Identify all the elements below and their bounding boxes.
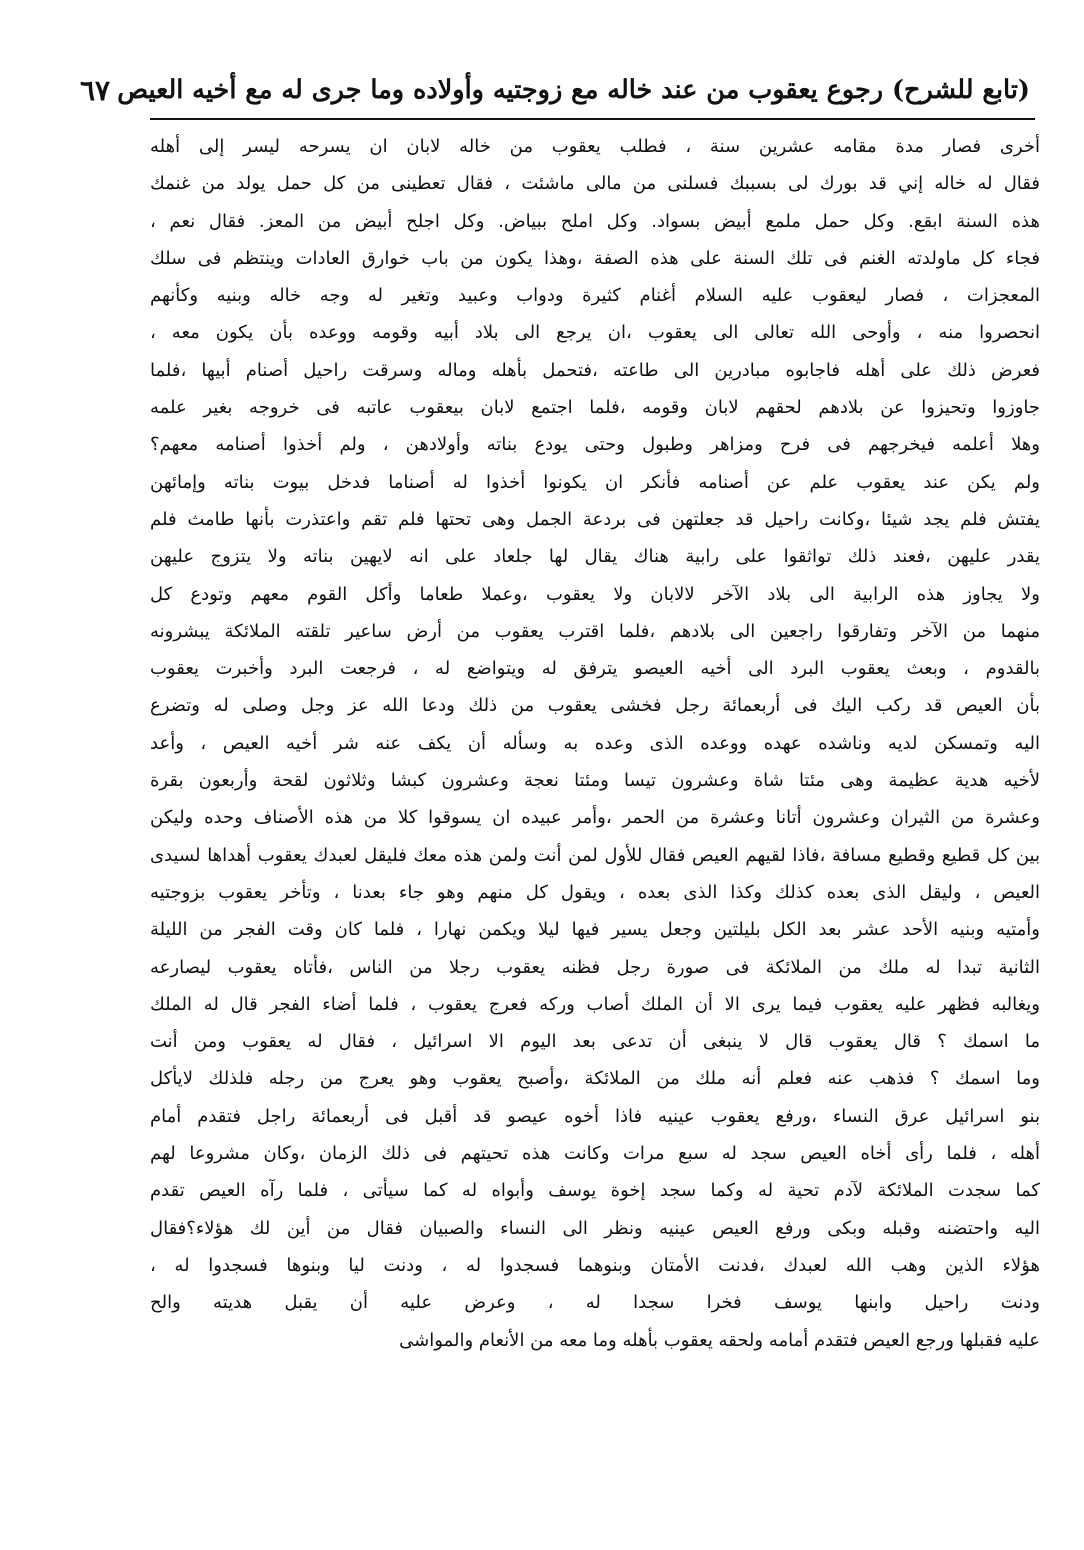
text-line: بنو اسرائيل عرق النساء ،ورفع يعقوب عينيه فاذا أخوه عيصو قد أقبل فى أربعمائة راجل فتقدم أمام [150,1105,1040,1127]
text-line: العيص ، وليقل الذى بعده كذلك وكذا الذى بعده ، ويقول كل منهم وهو جاء بعدنا ، وتأخر يعقوب بزوجتيه [150,881,1040,903]
text-line: انحصروا منه ، وأوحى الله تعالى الى يعقوب ،ان يرجع الى بلاد أبيه وقومه ووعده بأن يكون معه ، [150,322,1040,344]
text-line: يقدر عليهن ،فعند ذلك تواثقوا على رابية هناك يقال لها جلعاد على انه لايهين بناته ولا يتزوج عليهن [150,546,1040,568]
running-title: (تابع للشرح) رجوع يعقوب من عند خاله مع زوجتيه وأولاده وما جرى له مع أخيه العيص [117,75,1030,105]
text-line: ودنت راحيل وابنها يوسف فخرا سجدا له ، وعرض عليه أن يقبل هديته والح [150,1292,1040,1314]
text-line: منهما من الآخر وتفارقوا راجعين الى بلادهم ،فلما اقترب يعقوب من أرض ساعير تلقته الملائكة يبشرونه [150,620,1040,642]
page-number: ٦٧ [80,73,111,107]
body-text [150,128,1040,1359]
text-line: لأخيه هدية عظيمة وهى مئتا شاة وعشرون تيسا ومئتا نعجة وعشرون كبشا وثلاثون لقحة وأربعون بقرة [150,770,1040,792]
text-line: اليه وتمسكن لديه وناشده عهده ووعده الذى وعده به وسأله أن يكف عنه شر أخيه العيص ، وأعد [150,732,1040,754]
text-line: فقال له خاله إني قد بورك لى بسببك فسلنى من مالى ماشئت ، فقال تعطينى من كل حمل يولد من غنمك [150,173,1040,195]
text-line: ولم يكن عند يعقوب علم عن أصنامه فأنكر ان يكونوا أخذوا له أصناما فدخل بيوت بناته وإمائهن [150,471,1040,493]
text-line: ما اسمك ؟ قال يعقوب قال لا ينبغى أن تدعى بعد اليوم الا اسرائيل ، فقال له يعقوب ومن أنت [150,1031,1040,1053]
text-line: يفتش فلم يجد شيئا ،وكانت راحيل قد جعلتهن فى بردعة الجمل وهى تحتها فلم تقم واعتذرت بأنها طامث فلم [150,508,1040,530]
text-line: وعشرة من الثيران وعشرون أتانا وعشرة من الحمر ،وأمر عبيده ان يسوقوا كلا من هذه الأصناف وحده وليكن [150,807,1040,829]
text-line: وما اسمك ؟ فذهب عنه فعلم أنه ملك من الملائكة ،وأصبح يعقوب وهو يعرج من رجله فلذلك لايأكل [150,1068,1040,1090]
text-line: فجاء كل ماولدته الغنم فى تلك السنة على هذه الصفة ،وهذا يكون من باب خوارق العادات وينتظم فى سلك [150,247,1040,269]
text-line: الثانية تبدا له ملك من الملائكة فى صورة رجل فظنه يعقوب رجلا من الناس ،فأتاه يعقوب ليصارعه [150,956,1040,978]
text-line: بالقدوم ، وبعث يعقوب البرد الى أخيه العيصو يترفق له ويتواضع له ، فرجعت البرد وأخبرت يعقوب [150,658,1040,680]
text-line: عليه فقبلها ورجع العيص فتقدم أمامه ولحقه يعقوب بأهله وما معه من الأنعام والمواشى [399,1329,1040,1351]
text-line: ولا يجاوز هذه الرابية الى بلاد الآخر لالابان ولا يعقوب ،وعملا طعاما وأكل القوم معهم وتودع كل [150,583,1040,605]
text-line: كما سجدت الملائكة لآدم تحية له وكما سجد إخوة يوسف وأبواه له كما سيأتى ، فلما رآه العيص تقدم [150,1180,1040,1202]
text-line: ويغالبه فظهر عليه يعقوب فيما يرى الا أن الملك أصاب وركه فعرج يعقوب ، فلما أضاء الفجر قال له الملك [150,993,1040,1015]
text-line: أخرى فصار مدة مقامه عشرين سنة ، فطلب يعقوب من خاله لابان ان يسرحه ليسر إلى أهله [150,136,1040,157]
text-line: اليه واحتضنه وقبله وبكى ورفع العيص عينيه ونظر الى النساء والصبيان فقال من أين لك هؤلاء؟فقال [150,1217,1040,1239]
text-line: هؤلاء الذين وهب الله لعبدك ،فدنت الأمتان وبنوهما فسجدوا له ، ودنت ليا وبنوها فسجدوا له ، [150,1254,1040,1276]
header-divider [150,118,1035,120]
text-line: بين كل قطيع وقطيع مسافة ،فاذا لقيهم العيص فقال للأول لمن أنت ولمن هذه معك فليقل لعبدك يعقوب أهداها لسيدى [150,844,1040,866]
text-line: هذه السنة ابقع. وكل حمل ملمع أبيض بسواد. وكل املح ببياض. وكل اجلح أبيض من المعز. فقال نعم ، [150,210,1040,232]
text-line: بأن العيص قد ركب اليك فى أربعمائة رجل فخشى يعقوب من ذلك ودعا الله عز وجل وصلى له وتضرع [150,695,1040,717]
text-line: أهله ، فلما رأى أخاه العيص سجد له سبع مرات وكانت هذه تحيتهم فى ذلك الزمان ،وكان مشروعا لهم [150,1143,1040,1165]
text-line: فعرض ذلك على أهله فاجابوه مبادرين الى طاعته ،فتحمل بأهله وماله وسرقت راحيل أصنام أبيها ،فلما [150,359,1040,381]
page-header [80,62,1030,118]
text-line: المعجزات ، فصار ليعقوب عليه السلام أغنام كثيرة ودواب وعبيد وتغير له وجه خاله وبنيه وكأنهم [150,285,1040,307]
text-line: وهلا أعلمه فيخرجهم فى فرح ومزاهر وطبول وحتى يودع بناته وأولادهن ، ولم أخذوا أصنامه معهم؟ [150,434,1040,456]
text-line: جاوزوا وتحيزوا عن بلادهم لحقهم لابان وقومه ،فلما اجتمع لابان بيعقوب عاتبه فى خروجه بغير علمه [150,397,1040,419]
text-line: وأمتيه وبنيه الأحد عشر بعد الكل بليلتين وجعل يسير فيها ليلا ويكمن نهارا ، فلما كان وقت الفجر من الليلة [150,919,1040,941]
